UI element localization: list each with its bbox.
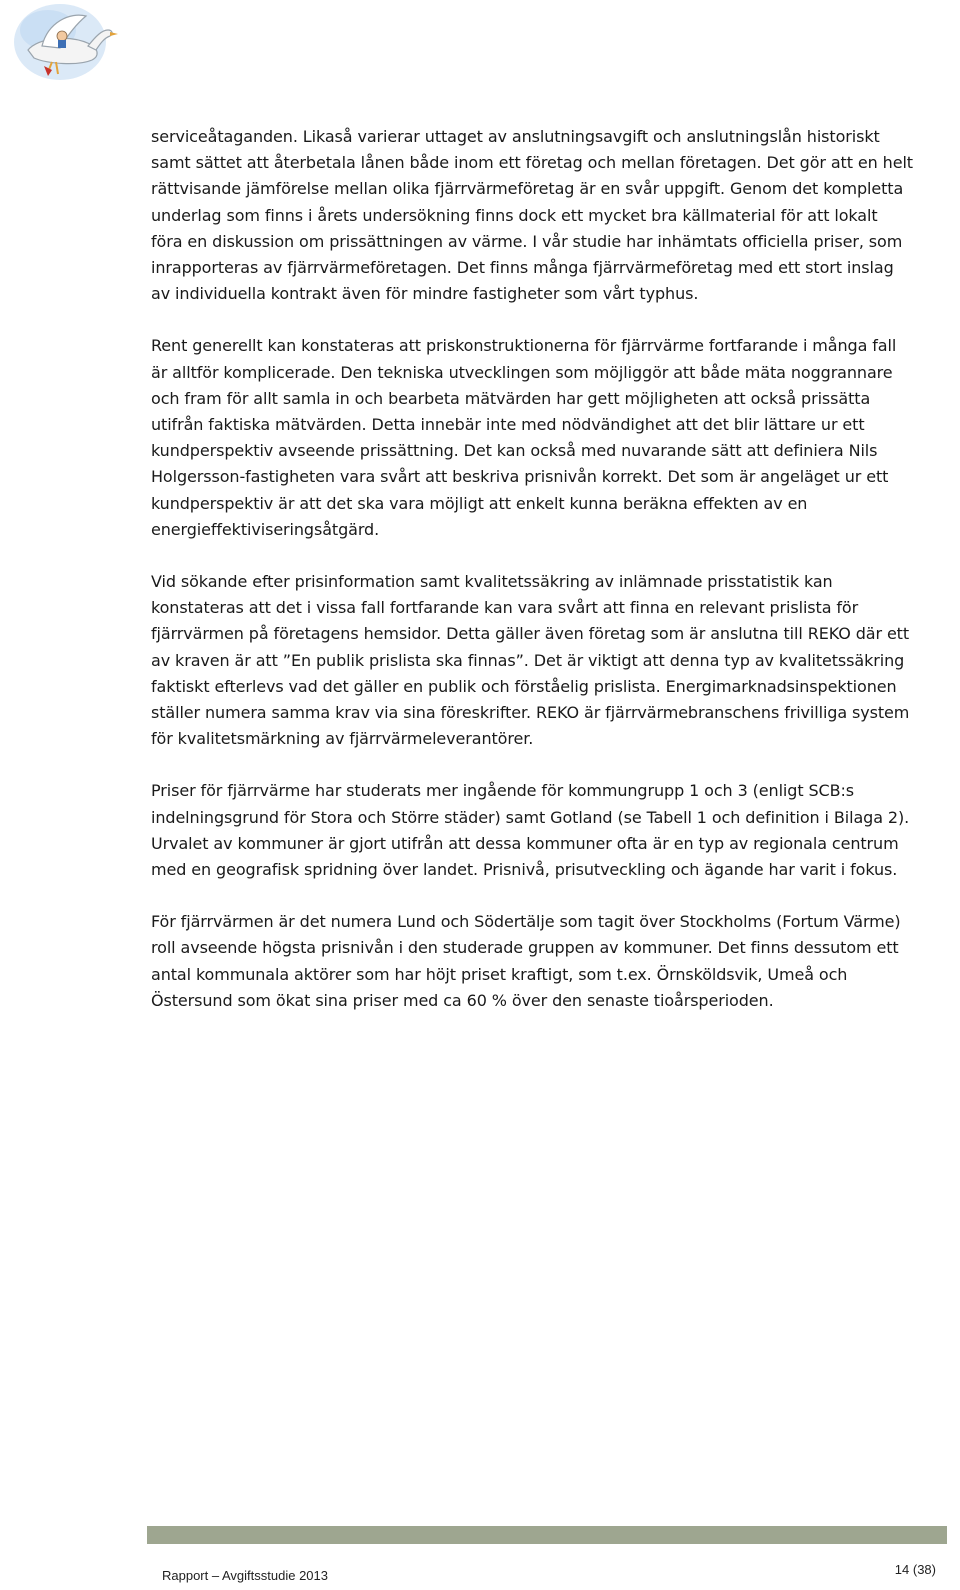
document-body xyxy=(151,124,913,1040)
page-number: 14 (38) xyxy=(894,1562,936,1577)
footer-bar xyxy=(147,1526,947,1544)
paragraph: serviceåtaganden. Likaså varierar uttaget av anslutningsavgift och anslutningslån historiskt samt sättet att återbetala lånen både inom ett företag och mellan företagen. Det gör att en helt rättvisande jämförelse mellan olika fjärrvärmeföretag är en svår uppgift. Genom det kompletta underlag som finns i årets undersökning finns dock ett mycket bra källmaterial för att lokalt föra en diskussion om prissättningen av värme. I vår studie har inhämtats officiella priser, som inrapporteras av fjärrvärmeföretagen. Det finns många fjärrvärmeföretag med ett stort inslag av individuella kontrakt även för mindre fastigheter som vårt typhus. xyxy=(151,127,913,304)
paragraph: För fjärrvärmen är det numera Lund och Södertälje som tagit över Stockholms (Fortum Värme) roll avseende högsta prisnivån i den studerade gruppen av kommuner. Det finns dessutom ett antal kommunala aktörer som har höjt priset kraftigt, som t.ex. Örnsköldsvik, Umeå och Östersund som ökat sina priser med ca 60 % över den senaste tioårsperioden. xyxy=(151,912,901,1010)
footer-report-title: Rapport – Avgiftsstudie 2013 xyxy=(162,1568,328,1583)
paragraph: Vid sökande efter prisinformation samt kvalitetssäkring av inlämnade prisstatistik kan konstateras att det i vissa fall fortfarande kan vara svårt att finna en relevant prislista för fjärrvärmen på företagens hemsidor. Detta gäller även företag som är anslutna till REKO där ett av kraven är att ”En publik prislista ska finnas”. Det är viktigt att denna typ av kvalitetssäkring faktiskt efterlevs vad det gäller en publik och förståelig prislista. Energimarknadsinspektionen ställer numera samma krav via sina föreskrifter. REKO är fjärrvärmebranschens frivilliga system för kvalitetsmärkning av fjärrvärmeleverantörer. xyxy=(151,572,910,749)
paragraph: Rent generellt kan konstateras att priskonstruktionerna för fjärrvärme fortfarande i många fall är alltför komplicerade. Den tekniska utvecklingen som möjliggör att både mäta noggrannare och fram för allt samla in och bearbeta mätvärden har gett möjligheten att också prissätta utifrån faktiska mätvärden. Detta innebär inte med nödvändighet att det blir lättare ur ett kundperspektiv avseende prissättning. Det kan också med nuvarande sätt att definiera Nils Holgersson-fastigheten vara svårt att beskriva prisnivån korrekt. Det som är angeläget ur ett kundperspektiv är att det ska vara möjligt att enkelt kunna beräkna effekten av en energieffektiviseringsåtgärd. xyxy=(151,336,897,539)
paragraph: Priser för fjärrvärme har studerats mer ingående för kommungrupp 1 och 3 (enligt SCB:s indelningsgrund för Stora och Större städer) samt Gotland (se Tabell 1 och definition i Bilaga 2). Urvalet av kommuner är gjort utifrån att dessa kommuner ofta är en typ av regionala centrum med en geografisk spridning över landet. Prisnivå, prisutveckling och ägande har varit i fokus. xyxy=(151,781,910,880)
logo-bird-icon xyxy=(8,0,120,88)
